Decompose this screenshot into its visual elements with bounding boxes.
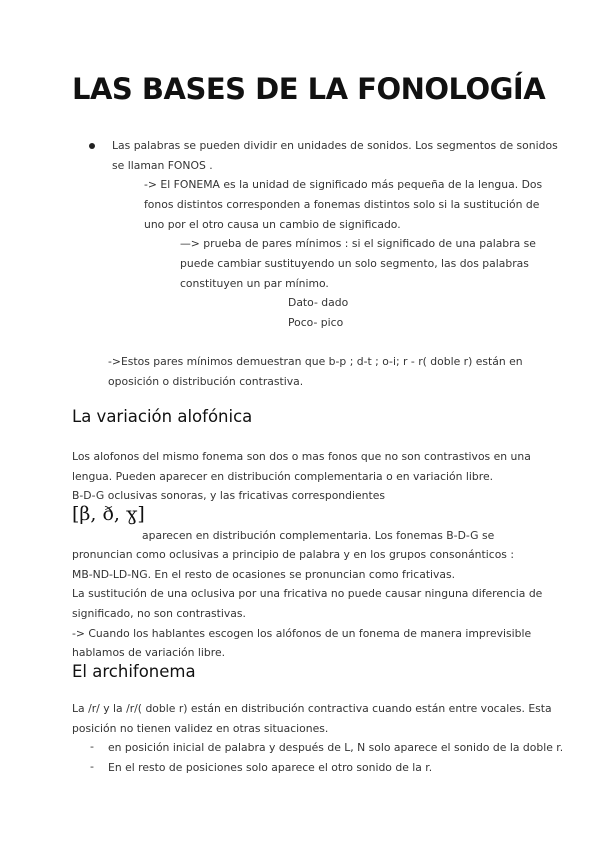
- pares-line: ->Estos pares mínimos demuestran que b-p ; d-t ; o-i; r - r( doble r) están en: [108, 355, 523, 368]
- prueba-line: constituyen un par mínimo.: [180, 277, 329, 290]
- paragraph-line: pronuncian como oclusivas a principio de palabra y en los grupos consonánticos :: [72, 548, 514, 561]
- bullet-text-line: Las palabras se pueden dividir en unidades de sonidos. Los segmentos de sonidos: [112, 139, 558, 152]
- paragraph-line: posición no tienen validez en otras situaciones.: [72, 722, 329, 735]
- section-heading-archifonema: El archifonema: [72, 662, 196, 681]
- prueba-line: —> prueba de pares mínimos : si el significado de una palabra se: [180, 237, 536, 250]
- fonema-definition-line: fonos distintos corresponden a fonemas distintos solo si la sustitución de: [144, 198, 540, 211]
- paragraph-line: significado, no son contrastivas.: [72, 607, 246, 620]
- dash-bullet-icon: -: [90, 760, 94, 773]
- paragraph-line: hablamos de variación libre.: [72, 646, 226, 659]
- section-heading-variacion: La variación alofónica: [72, 407, 253, 426]
- page-title: LAS BASES DE LA FONOLOGÍA: [72, 72, 546, 106]
- paragraph-line: -> Cuando los hablantes escogen los alófonos de un fonema de manera imprevisible: [72, 627, 532, 640]
- paragraph-line: Los alofonos del mismo fonema son dos o mas fonos que no son contrastivos en una: [72, 450, 531, 463]
- bullet-text-line: se llaman FONOS .: [112, 159, 213, 172]
- paragraph-line: MB-ND-LD-NG. En el resto de ocasiones se pronuncian como fricativas.: [72, 568, 456, 581]
- example-pair: Dato- dado: [288, 296, 349, 309]
- paragraph-line: lengua. Pueden aparecer en distribución complementaria o en variación libre.: [72, 470, 494, 483]
- paragraph-line: aparecen en distribución complementaria. Los fonemas B-D-G se: [142, 529, 495, 542]
- paragraph-line: B-D-G oclusivas sonoras, y las fricativas correspondientes: [72, 489, 385, 502]
- paragraph-line: La sustitución de una oclusiva por una fricativa no puede causar ninguna diferencia de: [72, 587, 543, 600]
- example-pair: Poco- pico: [288, 316, 344, 329]
- dash-list-item: En el resto de posiciones solo aparece el otro sonido de la r.: [108, 761, 433, 774]
- paragraph-line: La /r/ y la /r/( doble r) están en distribución contractiva cuando están entre vocales. Esta: [72, 702, 552, 715]
- prueba-line: puede cambiar sustituyendo un solo segmento, las dos palabras: [180, 257, 529, 270]
- bullet-icon: [89, 143, 95, 149]
- fonema-definition-line: -> El FONEMA es la unidad de significado más pequeña de la lengua. Dos: [144, 178, 543, 191]
- dash-list-item: en posición inicial de palabra y después de L, N solo aparece el sonido de la doble r.: [108, 741, 564, 754]
- dash-bullet-icon: -: [90, 740, 94, 753]
- greek-phonetic-symbols: [β, ð, ɣ]: [72, 503, 145, 525]
- fonema-definition-line: uno por el otro causa un cambio de significado.: [144, 218, 401, 231]
- pares-line: oposición o distribución contrastiva.: [108, 375, 304, 388]
